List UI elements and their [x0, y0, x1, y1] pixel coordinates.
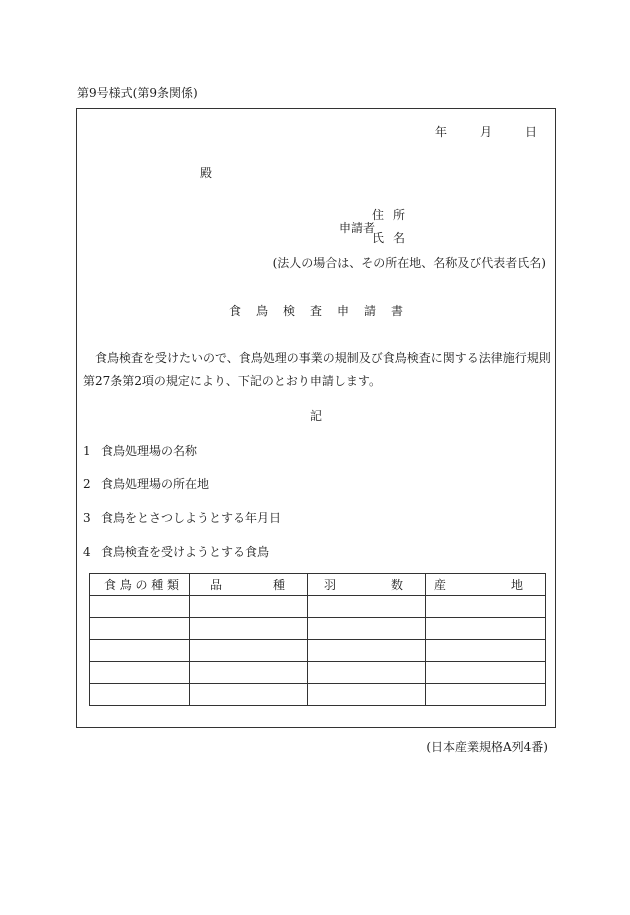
table-row [90, 596, 546, 618]
table-cell[interactable] [426, 662, 546, 684]
table-row [90, 684, 546, 706]
addressee-suffix: 殿 [200, 166, 213, 180]
table-cell[interactable] [308, 684, 426, 706]
table-header-row [90, 574, 546, 596]
table-row [90, 640, 546, 662]
table-cell[interactable] [90, 596, 190, 618]
date-day-label: 日 [524, 125, 537, 139]
item-number: 4 [83, 545, 91, 559]
table-cell[interactable] [308, 618, 426, 640]
applicant-label: 申請者 [339, 221, 376, 235]
header-breed: 品種 [190, 574, 308, 596]
table-cell[interactable] [426, 618, 546, 640]
item-label: 食鳥をとさつしようとする年月日 [101, 511, 282, 525]
list-item-facility-location [83, 475, 209, 492]
table-row [90, 618, 546, 640]
name-label: 氏名 [372, 231, 415, 245]
corporate-note: (法人の場合は、その所在地、名称及び代表者氏名) [272, 256, 546, 270]
table-cell[interactable] [308, 640, 426, 662]
header-count: 羽数 [308, 574, 426, 596]
list-item-poultry-to-inspect [83, 543, 269, 560]
item-label: 食鳥検査を受けようとする食鳥 [101, 545, 270, 559]
table-cell[interactable] [190, 618, 308, 640]
table-cell[interactable] [190, 596, 308, 618]
ki-heading: 記 [309, 409, 322, 423]
date-month-label: 月 [479, 125, 492, 139]
document-title: 食鳥検査申請書 [228, 304, 418, 318]
poultry-table [89, 573, 546, 706]
application-body-text: 食鳥検査を受けたいので、食鳥処理の事業の規制及び食鳥検査に関する法律施行規則第27条第2項の規定により、下記のとおり申請します。 [83, 351, 551, 388]
table-cell[interactable] [426, 596, 546, 618]
address-label: 住所 [372, 208, 415, 222]
footer-note: (日本産業規格A列4番) [426, 740, 548, 754]
date-line [402, 123, 537, 140]
date-year-label: 年 [434, 125, 447, 139]
header-origin: 産地 [426, 574, 546, 596]
form-number: 第9号様式(第9条関係) [77, 86, 198, 100]
table-cell[interactable] [90, 662, 190, 684]
item-number: 1 [83, 444, 91, 458]
table-cell[interactable] [308, 662, 426, 684]
table-cell[interactable] [190, 662, 308, 684]
table-cell[interactable] [90, 684, 190, 706]
application-form-frame [76, 108, 556, 728]
list-item-facility-name [83, 442, 197, 459]
table-row [90, 662, 546, 684]
table-cell[interactable] [190, 684, 308, 706]
item-label: 食鳥処理場の名称 [101, 444, 198, 458]
item-number: 3 [83, 511, 91, 525]
table-cell[interactable] [190, 640, 308, 662]
header-poultry-type: 食鳥の種類 [90, 574, 190, 596]
table-cell[interactable] [90, 618, 190, 640]
table-cell[interactable] [426, 684, 546, 706]
table-cell[interactable] [308, 596, 426, 618]
item-label: 食鳥処理場の所在地 [101, 477, 210, 491]
table-cell[interactable] [426, 640, 546, 662]
table-cell[interactable] [90, 640, 190, 662]
list-item-slaughter-date [83, 509, 281, 526]
item-number: 2 [83, 477, 91, 491]
